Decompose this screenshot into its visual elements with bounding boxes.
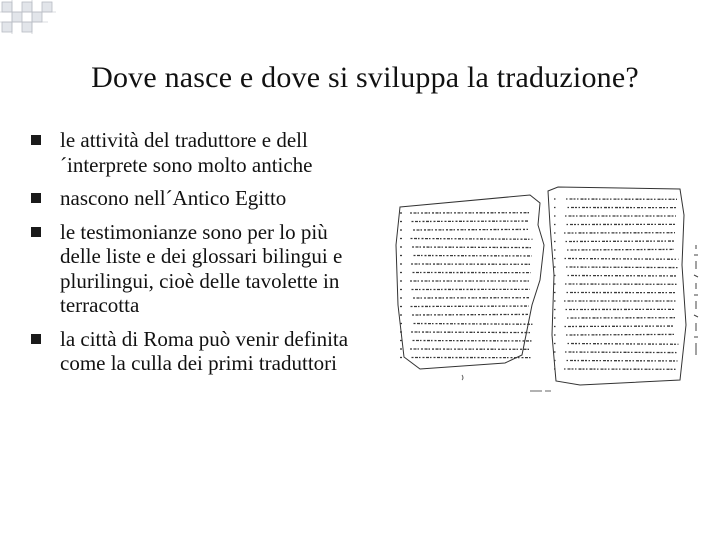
bullet-item (18, 327, 363, 376)
bullet-text: la città di Roma può venir definita come la culla dei primi traduttori (60, 326, 349, 375)
square-bullet-icon (31, 193, 41, 203)
bullet-item (18, 186, 363, 211)
bullet-item (18, 128, 363, 177)
bullet-text: le testimonianze sono per lo più delle liste e dei glossari bilingui e plurilingui, cioè delle tavolette in terracotta (60, 219, 343, 317)
square-bullet-icon (31, 334, 41, 344)
square-bullet-icon (31, 227, 41, 237)
bullet-text: nascono nell´Antico Egitto (60, 186, 287, 210)
bullet-text: le attività del traduttore e dell´interprete sono molto antiche (60, 128, 313, 177)
square-bullet-icon (31, 135, 41, 145)
corner-decoration (0, 0, 60, 40)
bullet-list (18, 128, 363, 385)
clay-tablet-image (380, 185, 706, 410)
bullet-item (18, 220, 363, 318)
slide-title: Dove nasce e dove si sviluppa la traduzione? (91, 61, 639, 94)
